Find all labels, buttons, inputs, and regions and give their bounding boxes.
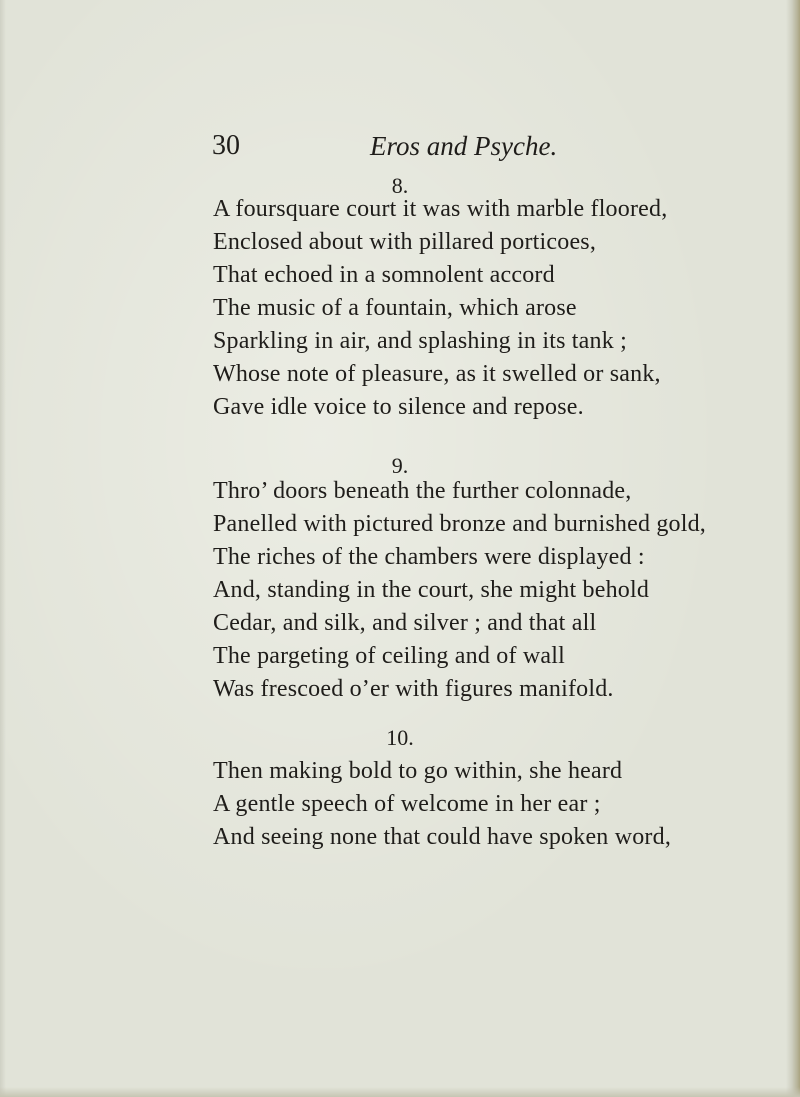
verse-line: The pargeting of ceiling and of wall xyxy=(213,643,565,669)
verse-line: That echoed in a somnolent accord xyxy=(213,262,555,288)
verse-line: And, standing in the court, she might behold xyxy=(213,577,650,603)
verse-line: Was frescoed o’er with figures manifold. xyxy=(213,676,614,702)
stanza-number: 9. xyxy=(391,453,409,478)
page-number: 30 xyxy=(212,130,240,161)
verse-line: Enclosed about with pillared porticoes, xyxy=(213,229,597,255)
verse-line: The riches of the chambers were displayed : xyxy=(213,544,645,570)
stanza xyxy=(213,755,753,854)
page-bottom-edge xyxy=(0,1087,800,1097)
stanza-number: 8. xyxy=(391,173,409,198)
verse-line: Cedar, and silk, and silver ; and that all xyxy=(213,610,597,636)
verse-line: Panelled with pictured bronze and burnished gold, xyxy=(213,511,707,537)
verse-line: A gentle speech of welcome in her ear ; xyxy=(213,791,601,817)
running-title: Eros and Psyche. xyxy=(370,131,558,161)
verse-line: Thro’ doors beneath the further colonnade, xyxy=(213,478,632,504)
page-left-edge xyxy=(0,0,6,1097)
page-header xyxy=(212,128,692,164)
verse-line: Gave idle voice to silence and repose. xyxy=(213,394,584,420)
stanza-number: 10. xyxy=(386,725,414,750)
page-right-edge xyxy=(786,0,800,1097)
verse-line: A foursquare court it was with marble floored, xyxy=(213,196,668,222)
verse-line: The music of a fountain, which arose xyxy=(213,295,577,321)
verse-line: Then making bold to go within, she heard xyxy=(213,758,623,784)
stanza xyxy=(213,475,753,706)
stanza xyxy=(213,193,753,424)
verse-line: And seeing none that could have spoken word, xyxy=(213,824,672,850)
verse-line: Whose note of pleasure, as it swelled or sank, xyxy=(213,361,661,387)
verse-line: Sparkling in air, and splashing in its tank ; xyxy=(213,328,627,354)
